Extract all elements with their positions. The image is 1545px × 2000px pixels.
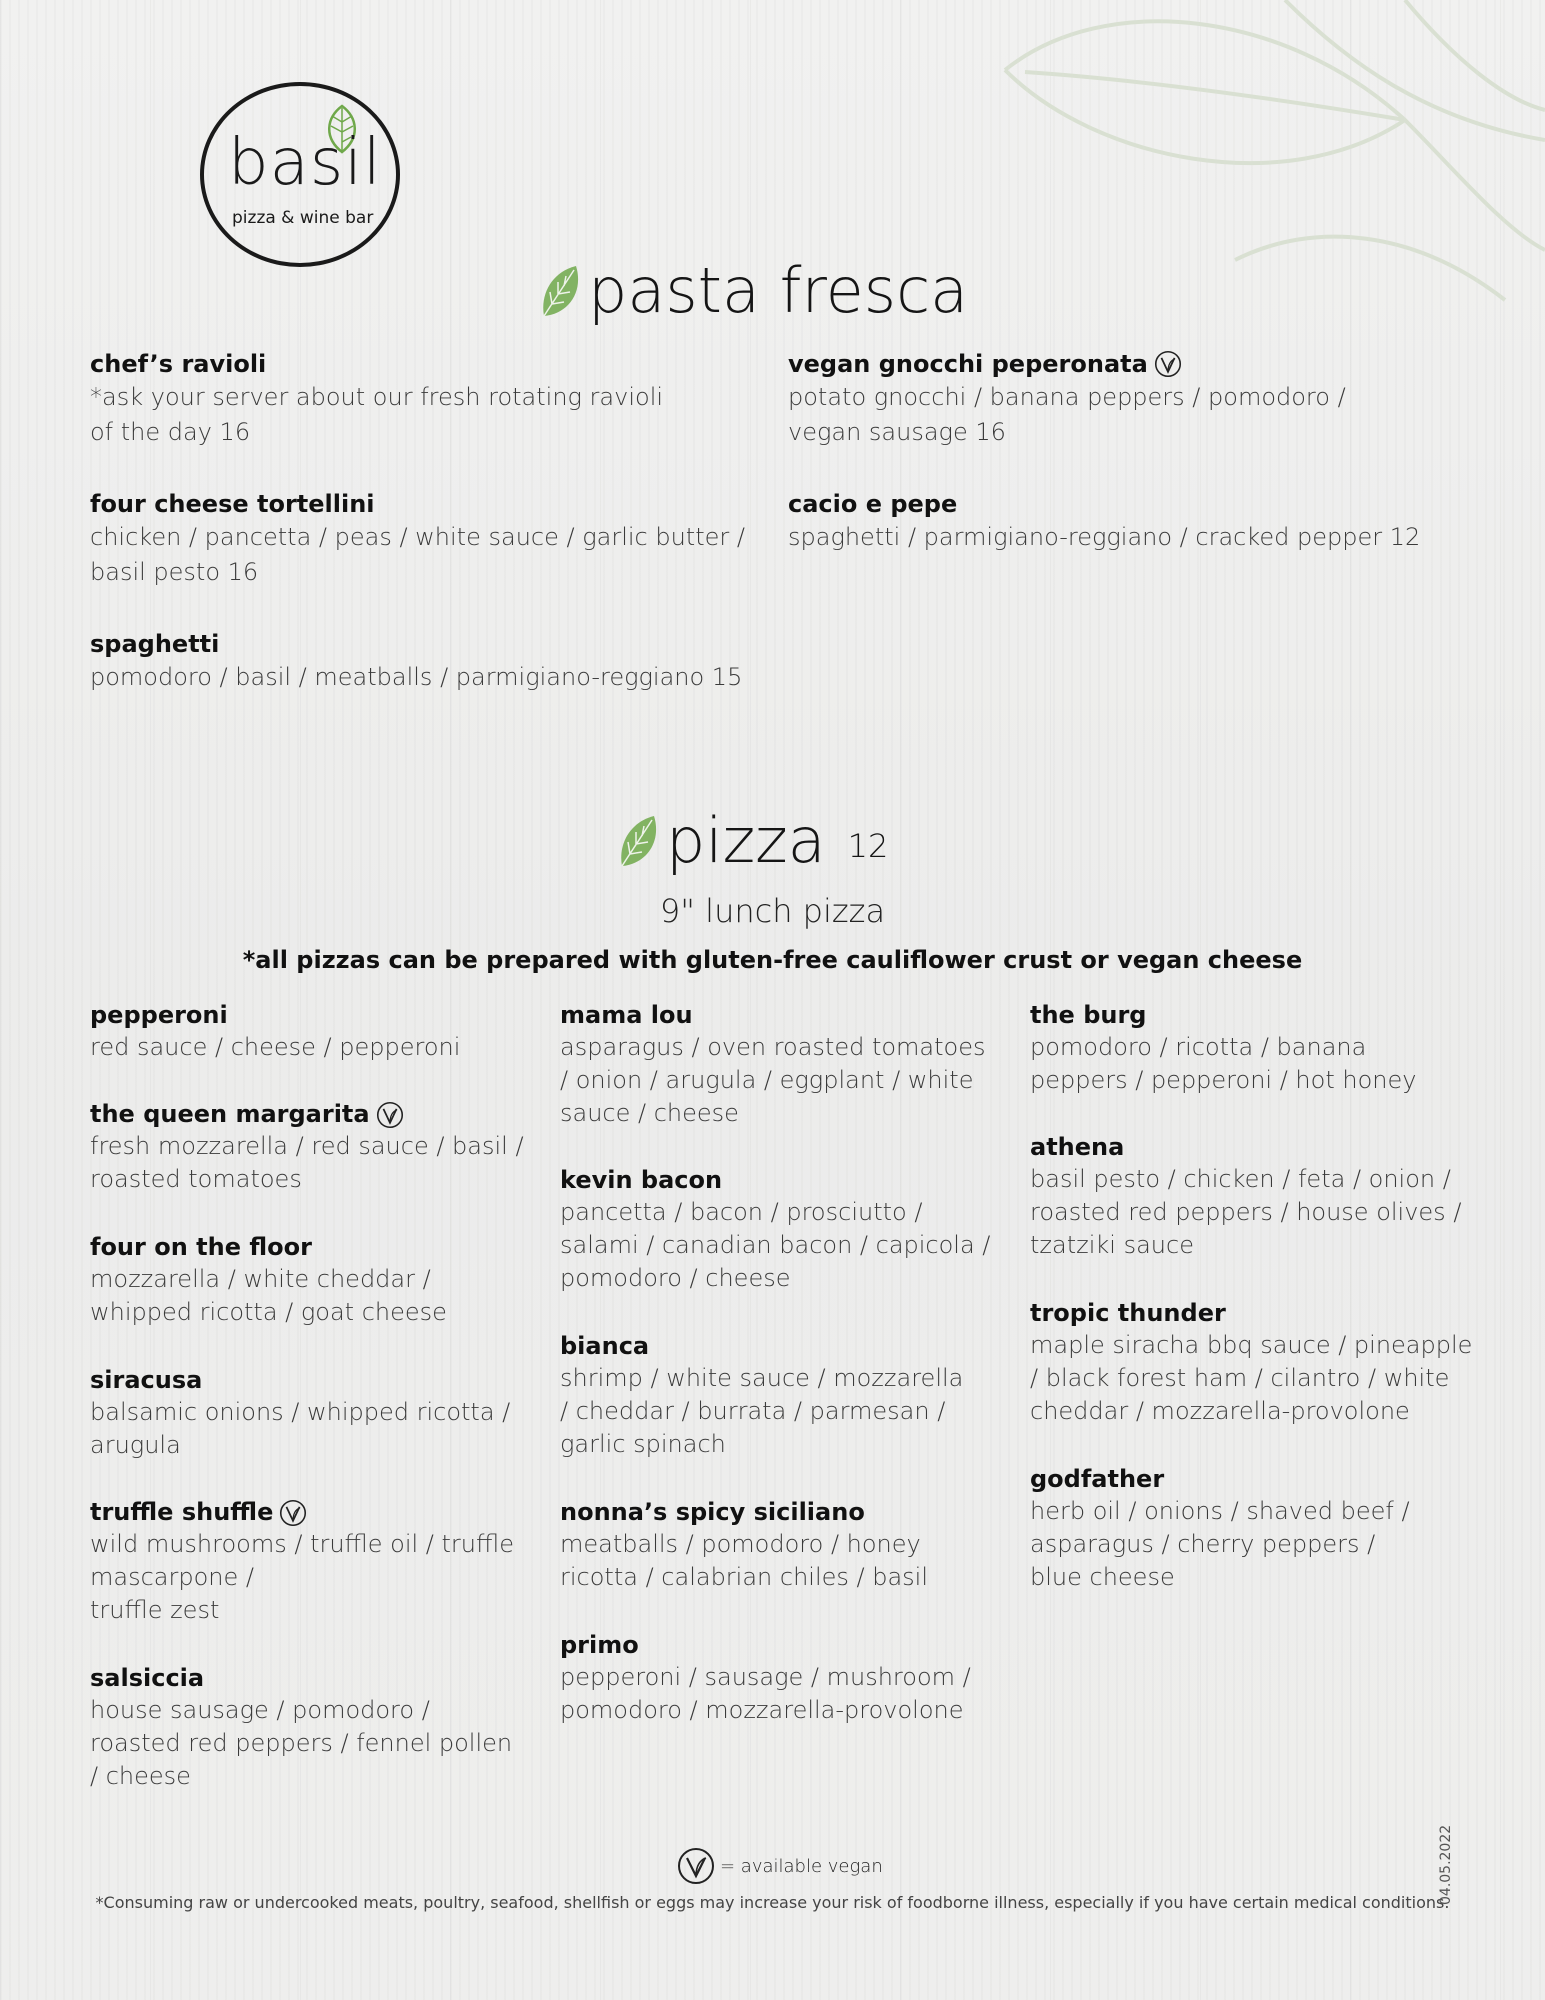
menu-item-description-line: basil pesto / chicken / feta / onion / <box>1030 1165 1451 1193</box>
menu-item-description-line: mascarpone / <box>90 1563 254 1591</box>
menu-item <box>788 488 1468 555</box>
menu-item-description-line: garlic spinach <box>560 1430 726 1458</box>
vegan-icon <box>676 1846 716 1886</box>
menu-item-description-line: arugula <box>90 1431 181 1459</box>
food-safety-disclaimer: *Consuming raw or undercooked meats, poultry, seafood, shellfish or eggs may increase your risk of foodborne illness, especially if you have certain medical conditions. <box>95 1893 1450 1912</box>
menu-item-description-line: spaghetti / parmigiano-reggiano / cracked pepper 12 <box>788 523 1421 551</box>
menu-item-description-line: tzatziki sauce <box>1030 1231 1194 1259</box>
menu-item-name-text: truffle shuffle <box>90 1498 274 1526</box>
menu-item-description-line: pomodoro / cheese <box>560 1264 791 1292</box>
menu-item-description-line: sauce / cheese <box>560 1099 739 1127</box>
menu-item-name <box>90 348 770 380</box>
menu-item-description-line: mozzarella / white cheddar / <box>90 1265 431 1293</box>
menu-item-name <box>560 1497 1010 1528</box>
menu-item-name-text: four on the floor <box>90 1233 312 1261</box>
menu-item <box>90 488 770 590</box>
menu-item-description-line: fresh mozzarella / red sauce / basil / <box>90 1132 524 1160</box>
menu-item <box>90 1000 540 1064</box>
menu-item <box>560 1000 1010 1130</box>
menu-item-name <box>788 348 1468 380</box>
menu-item <box>90 1497 540 1627</box>
menu-item <box>1030 1132 1510 1262</box>
menu-item-description-line: maple siracha bbq sauce / pineapple <box>1030 1331 1473 1359</box>
menu-item-name-text: kevin bacon <box>560 1166 723 1194</box>
menu-item <box>90 1099 540 1196</box>
menu-item-name-text: godfather <box>1030 1465 1165 1493</box>
pasta-title: pasta fresca <box>588 254 969 327</box>
menu-item-description-line: shrimp / white sauce / mozzarella <box>560 1364 964 1392</box>
menu-item <box>90 1232 540 1329</box>
menu-item-name <box>90 1000 540 1031</box>
menu-item-description-line: truffle zest <box>90 1596 220 1624</box>
pizza-section-title <box>616 806 888 876</box>
menu-item <box>90 348 770 450</box>
menu-item <box>560 1497 1010 1594</box>
menu-item-name <box>90 628 770 660</box>
menu-item-name <box>90 1099 540 1130</box>
leaf-icon <box>538 262 582 320</box>
basil-logo <box>200 82 410 272</box>
menu-item-name <box>1030 1464 1510 1495</box>
menu-item-name-text: four cheese tortellini <box>90 490 375 518</box>
menu-item-name-text: pepperoni <box>90 1001 228 1029</box>
logo-tagline: pizza & wine bar <box>232 208 374 228</box>
menu-item-name-text: siracusa <box>90 1366 203 1394</box>
menu-item-description-line: red sauce / cheese / pepperoni <box>90 1033 461 1061</box>
menu-item-name-text: chef’s ravioli <box>90 350 267 378</box>
menu-item-description-line: house sausage / pomodoro / <box>90 1696 430 1724</box>
menu-item <box>788 348 1468 450</box>
menu-item <box>1030 1000 1510 1097</box>
menu-item-description-line: pomodoro / mozzarella-provolone <box>560 1696 964 1724</box>
vegan-icon <box>376 1101 404 1129</box>
menu-item-description-line: potato gnocchi / banana peppers / pomodoro / <box>788 383 1346 411</box>
menu-item <box>90 628 770 695</box>
menu-item-description-line: whipped ricotta / goat cheese <box>90 1298 447 1326</box>
vegan-legend <box>676 1846 883 1886</box>
menu-item-description-line: roasted tomatoes <box>90 1165 302 1193</box>
menu-item-name-text: nonna’s spicy siciliano <box>560 1498 865 1526</box>
menu-item-name <box>1030 1000 1510 1031</box>
menu-item-description-line: / black forest ham / cilantro / white <box>1030 1364 1450 1392</box>
pizza-note: *all pizzas can be prepared with gluten-free cauliflower crust or vegan cheese <box>242 946 1303 974</box>
menu-item-description-line: herb oil / onions / shaved beef / <box>1030 1497 1410 1525</box>
menu-item-name-text: the queen margarita <box>90 1100 370 1128</box>
menu-item-name-text: vegan gnocchi peperonata <box>788 350 1148 378</box>
menu-item-name-text: the burg <box>1030 1001 1147 1029</box>
menu-item-name <box>90 1232 540 1263</box>
menu-item-description-line: pomodoro / ricotta / banana <box>1030 1033 1367 1061</box>
menu-item-description-line: wild mushrooms / truffle oil / truffle <box>90 1530 514 1558</box>
pizza-price: 12 <box>847 827 889 865</box>
menu-item-name-text: athena <box>1030 1133 1125 1161</box>
menu-date: 04.05.2022 <box>1438 1824 1454 1905</box>
menu-item-name-text: bianca <box>560 1332 650 1360</box>
menu-item-description-line: roasted red peppers / house olives / <box>1030 1198 1462 1226</box>
menu-item-description-line: basil pesto 16 <box>90 558 259 586</box>
menu-item-description-line: blue cheese <box>1030 1563 1175 1591</box>
menu-item-name-text: tropic thunder <box>1030 1299 1226 1327</box>
menu-item-name <box>788 488 1468 520</box>
menu-item-name-text: spaghetti <box>90 630 220 658</box>
menu-item-description-line: balsamic onions / whipped ricotta / <box>90 1398 511 1426</box>
menu-item-name <box>560 1165 1010 1196</box>
menu-item-name <box>560 1630 1010 1661</box>
background-leaf-illustration <box>985 0 1545 340</box>
menu-item-name <box>1030 1298 1510 1329</box>
menu-item-name <box>90 1663 540 1694</box>
menu-item-name-text: cacio e pepe <box>788 490 958 518</box>
menu-item-description-line: asparagus / cherry peppers / <box>1030 1530 1376 1558</box>
menu-item-name-text: salsiccia <box>90 1664 205 1692</box>
menu-item-description-line: chicken / pancetta / peas / white sauce / garlic butter / <box>90 523 745 551</box>
menu-item-description-line: pancetta / bacon / prosciutto / <box>560 1198 923 1226</box>
menu-item <box>90 1365 540 1462</box>
menu-item-description-line: pomodoro / basil / meatballs / parmigiano-reggiano 15 <box>90 663 743 691</box>
menu-item <box>560 1331 1010 1461</box>
menu-item-description-line: asparagus / oven roasted tomatoes <box>560 1033 986 1061</box>
menu-item-description-line: / cheddar / burrata / parmesan / <box>560 1397 946 1425</box>
menu-item-description-line: salami / canadian bacon / capicola / <box>560 1231 991 1259</box>
pizza-subtitle: 9" lunch pizza <box>659 892 886 930</box>
menu-item <box>560 1630 1010 1727</box>
menu-item-description-line: roasted red peppers / fennel pollen <box>90 1729 513 1757</box>
menu-item-name-text: mama lou <box>560 1001 693 1029</box>
menu-item-name <box>1030 1132 1510 1163</box>
leaf-icon <box>616 812 660 870</box>
menu-item-description-line: / onion / arugula / eggplant / white <box>560 1066 974 1094</box>
vegan-legend-text: = available vegan <box>720 1855 883 1877</box>
menu-item-description-line: peppers / pepperoni / hot honey <box>1030 1066 1417 1094</box>
logo-wordmark: basil <box>228 126 382 200</box>
menu-item-description-line: vegan sausage 16 <box>788 418 1006 446</box>
menu-item-name <box>90 488 770 520</box>
pasta-section-title <box>538 256 968 326</box>
menu-item-description-line: *ask your server about our fresh rotating ravioli <box>90 383 664 411</box>
menu-item <box>560 1165 1010 1295</box>
vegan-icon <box>279 1499 307 1527</box>
pizza-title: pizza <box>666 804 826 877</box>
menu-item-name <box>90 1365 540 1396</box>
menu-item-name <box>560 1000 1010 1031</box>
menu-item-name <box>560 1331 1010 1362</box>
menu-item <box>1030 1298 1510 1428</box>
menu-item-name <box>90 1497 540 1528</box>
menu-item <box>1030 1464 1510 1594</box>
menu-item-description-line: cheddar / mozzarella-provolone <box>1030 1397 1410 1425</box>
menu-item <box>90 1663 540 1793</box>
menu-item-description-line: pepperoni / sausage / mushroom / <box>560 1663 971 1691</box>
vegan-icon <box>1154 350 1182 378</box>
menu-item-description-line: meatballs / pomodoro / honey <box>560 1530 921 1558</box>
menu-item-name-text: primo <box>560 1631 639 1659</box>
menu-item-description-line: ricotta / calabrian chiles / basil <box>560 1563 929 1591</box>
menu-item-description-line: of the day 16 <box>90 418 251 446</box>
menu-item-description-line: / cheese <box>90 1762 191 1790</box>
